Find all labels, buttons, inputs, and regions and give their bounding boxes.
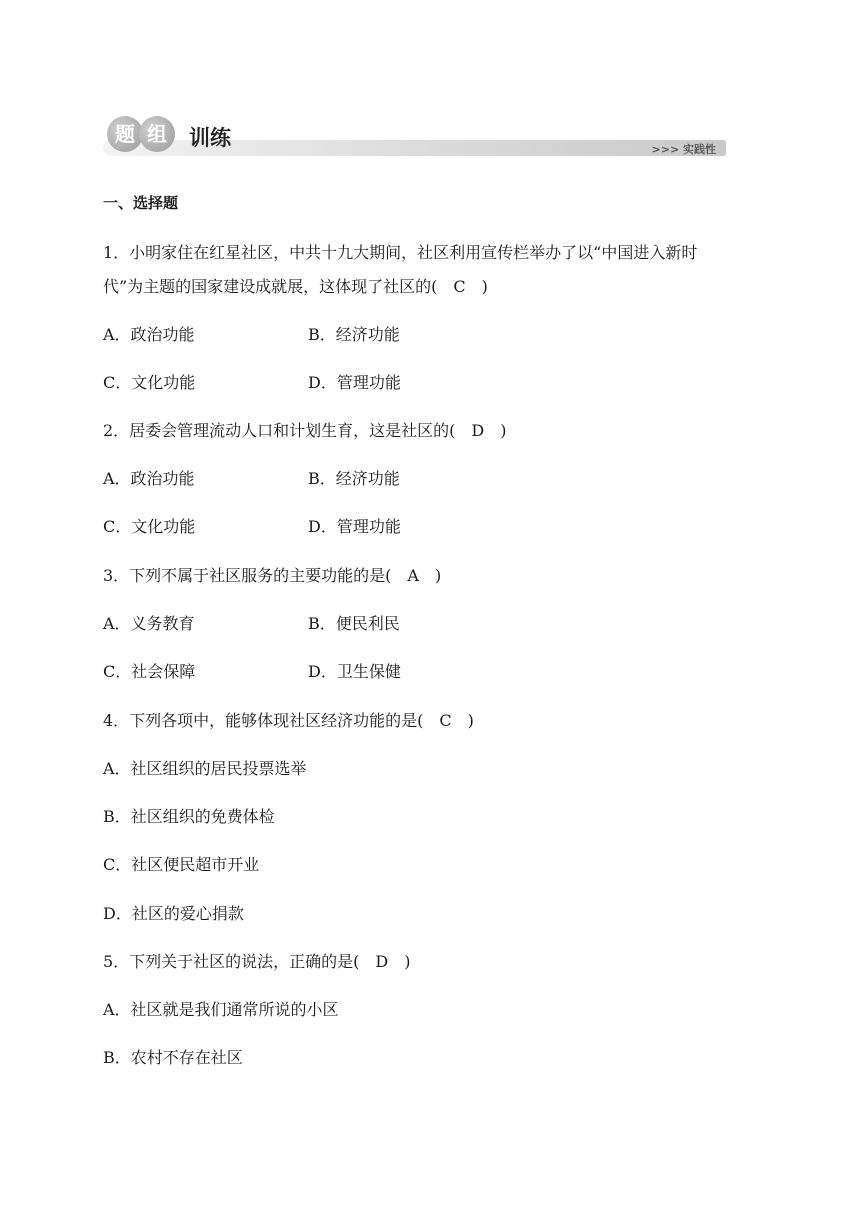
question-5-line-1: 5．下列关于社区的说法，正确的是( D ) bbox=[103, 952, 411, 971]
question-1-option-b: B．经济功能 bbox=[308, 325, 400, 344]
question-2-option-a: A．政治功能 bbox=[103, 469, 195, 488]
banner-tag: >>> 实践性 bbox=[651, 143, 716, 156]
section-banner bbox=[103, 114, 726, 160]
question-2-line-1: 2．居委会管理流动人口和计划生育，这是社区的( D ) bbox=[103, 421, 507, 440]
question-4-option-a: A．社区组织的居民投票选举 bbox=[103, 759, 307, 778]
question-4-line-1: 4．下列各项中，能够体现社区经济功能的是( C ) bbox=[103, 711, 474, 730]
question-3-option-a: A．义务教育 bbox=[103, 614, 195, 633]
question-1-line-1: 1．小明家住在红星社区，中共十九大期间，社区利用宣传栏举办了以“中国进入新时 bbox=[103, 243, 698, 262]
question-4-option-c: C．社区便民超市开业 bbox=[103, 855, 260, 874]
question-4-option-d: D．社区的爱心捐款 bbox=[103, 904, 244, 923]
question-1-line-2: 代”为主题的国家建设成就展，这体现了社区的( C ) bbox=[103, 277, 488, 296]
question-2-option-b: B．经济功能 bbox=[308, 469, 400, 488]
banner-title: 训练 bbox=[189, 126, 231, 150]
section-title: 一、选择题 bbox=[103, 194, 179, 212]
badge-ti: 题 bbox=[107, 116, 143, 152]
question-3-option-c: C．社会保障 bbox=[103, 662, 196, 681]
question-3-option-b: B．便民利民 bbox=[308, 614, 400, 633]
question-5-option-b: B．农村不存在社区 bbox=[103, 1048, 243, 1067]
question-1-option-c: C．文化功能 bbox=[103, 373, 196, 392]
badge-zu: 组 bbox=[139, 116, 175, 152]
question-2-option-c: C．文化功能 bbox=[103, 517, 196, 536]
question-2-option-d: D．管理功能 bbox=[308, 517, 401, 536]
question-1-option-d: D．管理功能 bbox=[308, 373, 401, 392]
question-3-option-d: D．卫生保健 bbox=[308, 662, 401, 681]
question-3-line-1: 3．下列不属于社区服务的主要功能的是( A ) bbox=[103, 566, 442, 585]
question-4-option-b: B．社区组织的免费体检 bbox=[103, 807, 275, 826]
question-5-option-a: A．社区就是我们通常所说的小区 bbox=[103, 1000, 339, 1019]
question-1-option-a: A．政治功能 bbox=[103, 325, 195, 344]
